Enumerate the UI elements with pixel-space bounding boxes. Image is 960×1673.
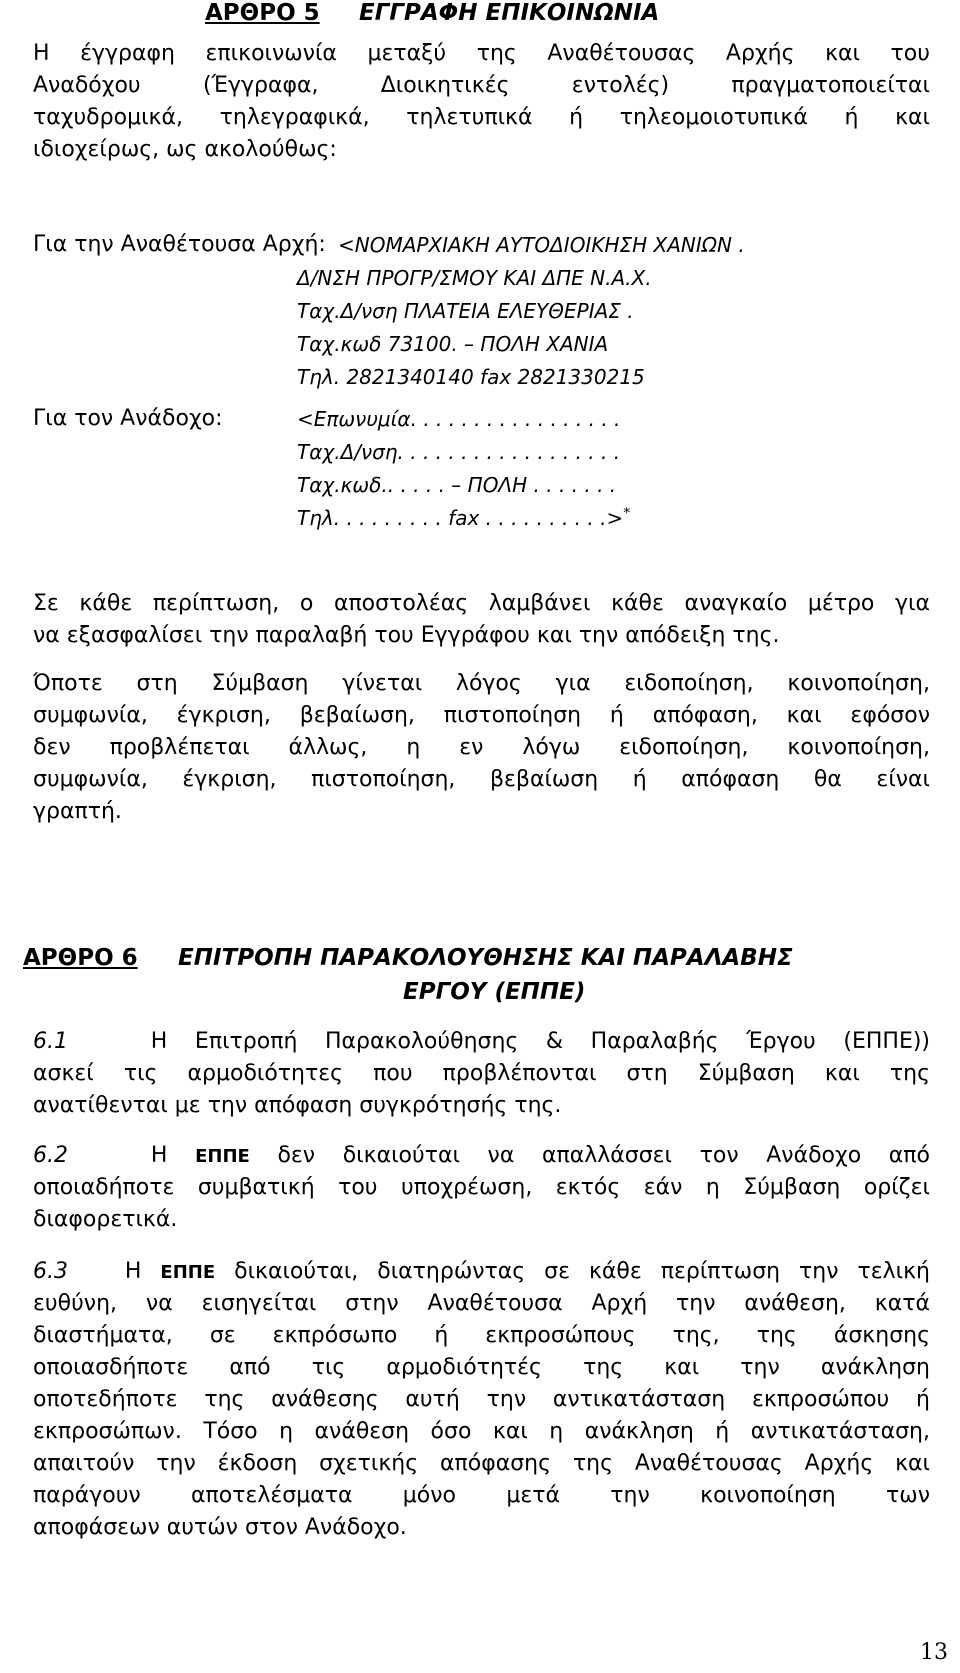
text-line: δεν προβλέπεται άλλως, η εν λόγω ειδοποίηση, κοινοποίηση, — [33, 735, 930, 760]
text-line: διαστήματα, σε εκπρόσωπο ή εκπροσώπους της, της άσκησης — [33, 1323, 930, 1348]
eppe-abbr: ΕΠΠΕ — [195, 1146, 250, 1167]
article5-para3 — [33, 668, 930, 828]
text-line: εκπροσώπων. Τόσο η ανάθεση όσο και η ανάκληση ή αντικατάσταση, — [33, 1419, 930, 1444]
article6-title-line2: ΕΡΓΟΥ (ΕΠΠΕ) — [403, 979, 586, 1005]
text-line: ταχυδρομικά, τηλεγραφικά, τηλετυπικά ή τηλεομοιοτυπικά ή και — [33, 105, 930, 130]
page-number: 13 — [920, 1640, 948, 1665]
text-line: ανατίθενται με την απόφαση συγκρότησής της. — [33, 1093, 562, 1118]
text-line: ασκεί τις αρμοδιότητες που προβλέπονται στη Σύμβαση και της — [33, 1061, 930, 1086]
text-line: γραπτή. — [33, 799, 122, 824]
section-number: 6.2 — [33, 1143, 68, 1168]
contractor-line: Ταχ.Δ/νση. . . . . . . . . . . . . . . . . . — [297, 440, 621, 464]
section-number: 6.3 — [33, 1259, 68, 1284]
authority-line: Δ/ΝΣΗ ΠΡΟΓΡ/ΣΜΟΥ ΚΑΙ ΔΠΕ Ν.Α.Χ. — [297, 266, 652, 290]
authority-line: <ΝΟΜΑΡΧΙΑΚΗ ΑΥΤΟΔΙΟΙΚΗΣΗ ΧΑΝΙΩΝ . — [338, 233, 745, 257]
text-line: ευθύνη, να εισηγείται στην Αναθέτουσα Αρχή την ανάθεση, κατά — [33, 1291, 930, 1316]
text-line: Σε κάθε περίπτωση, ο αποστολέας λαμβάνει κάθε αναγκαίο μέτρο για — [33, 591, 930, 616]
section-number: 6.1 — [33, 1029, 68, 1054]
article5-intro — [33, 38, 930, 166]
article5-title: ΕΓΓΡΑΦΗ ΕΠΙΚΟΙΝΩΝΙΑ — [359, 0, 660, 26]
authority-label: Για την Αναθέτουσα Αρχή: — [33, 232, 326, 257]
article6-number: ΑΡΘΡΟ 6 — [23, 945, 138, 971]
article6-title-line1: ΕΠΙΤΡΟΠΗ ΠΑΡΑΚΟΛΟΥΘΗΣΗΣ ΚΑΙ ΠΑΡΑΛΑΒΗΣ — [178, 945, 793, 971]
article5-para2 — [33, 588, 930, 652]
text-line: Η έγγραφη επικοινωνία μεταξύ της Αναθέτουσας Αρχής και του — [33, 41, 930, 66]
authority-line: Ταχ.κωδ 73100. – ΠΟΛΗ ΧΑΝΙΑ — [297, 332, 609, 356]
authority-line: Τηλ. 2821340140 fax 2821330215 — [297, 365, 645, 389]
eppe-abbr: ΕΠΠΕ — [160, 1262, 216, 1283]
text-line: συμφωνία, έγκριση, πιστοποίηση, βεβαίωση ή απόφαση θα είναι — [33, 767, 930, 792]
text-line: οποιασδήποτε από τις αρμοδιότητές της και την ανάκληση — [33, 1355, 930, 1380]
section-6-1 — [33, 1026, 930, 1122]
contractor-line: Τηλ. . . . . . . . . fax . . . . . . . . . .>* — [297, 505, 631, 530]
text-line: 6.2 Η ΕΠΠΕ δεν δικαιούται να απαλλάσσει τον Ανάδοχο από — [33, 1143, 930, 1168]
text-line: 6.1 Η Επιτροπή Παρακολούθησης & Παραλαβής Έργου (ΕΠΠΕ)) — [33, 1029, 930, 1054]
text-line: απαιτούν την έκδοση σχετικής απόφασης της Αναθέτουσας Αρχής και — [33, 1451, 930, 1476]
text-line: 6.3 Η ΕΠΠΕ δικαιούται, διατηρώντας σε κάθε περίπτωση την τελική — [33, 1259, 930, 1284]
section-6-2 — [33, 1140, 930, 1236]
text-line: αποφάσεων αυτών στον Ανάδοχο. — [33, 1515, 407, 1540]
authority-line: Ταχ.Δ/νση ΠΛΑΤΕΙΑ ΕΛΕΥΘΕΡΙΑΣ . — [297, 299, 634, 323]
section-6-3 — [33, 1256, 930, 1544]
text-line: οποτεδήποτε της ανάθεσης αυτή την αντικατάσταση εκπροσώπου ή — [33, 1387, 930, 1412]
text-line: συμφωνία, έγκριση, βεβαίωση, πιστοποίηση ή απόφαση, και εφόσον — [33, 703, 930, 728]
footnote-mark: * — [623, 505, 631, 522]
text-line: ιδιοχείρως, ως ακολούθως: — [33, 137, 337, 162]
text-line: να εξασφαλίσει την παραλαβή του Εγγράφου και την απόδειξη της. — [33, 623, 780, 648]
contractor-label: Για τον Ανάδοχο: — [33, 406, 223, 431]
text-line: οποιαδήποτε συμβατική του υποχρέωση, εκτός εάν η Σύμβαση ορίζει — [33, 1175, 930, 1200]
article5-number: ΑΡΘΡΟ 5 — [205, 0, 320, 26]
contractor-line: <Επωνυμία. . . . . . . . . . . . . . . . . — [297, 407, 621, 431]
text-line: Όποτε στη Σύμβαση γίνεται λόγος για ειδοποίηση, κοινοποίηση, — [33, 671, 930, 696]
text-line: διαφορετικά. — [33, 1207, 178, 1232]
text-line: Αναδόχου (Έγγραφα, Διοικητικές εντολές) πραγματοποιείται — [33, 73, 930, 98]
contractor-line: Ταχ.κωδ.. . . . . – ΠΟΛΗ . . . . . . . — [297, 473, 617, 497]
text-line: παράγουν αποτελέσματα μόνο μετά την κοινοποίηση των — [33, 1483, 930, 1508]
